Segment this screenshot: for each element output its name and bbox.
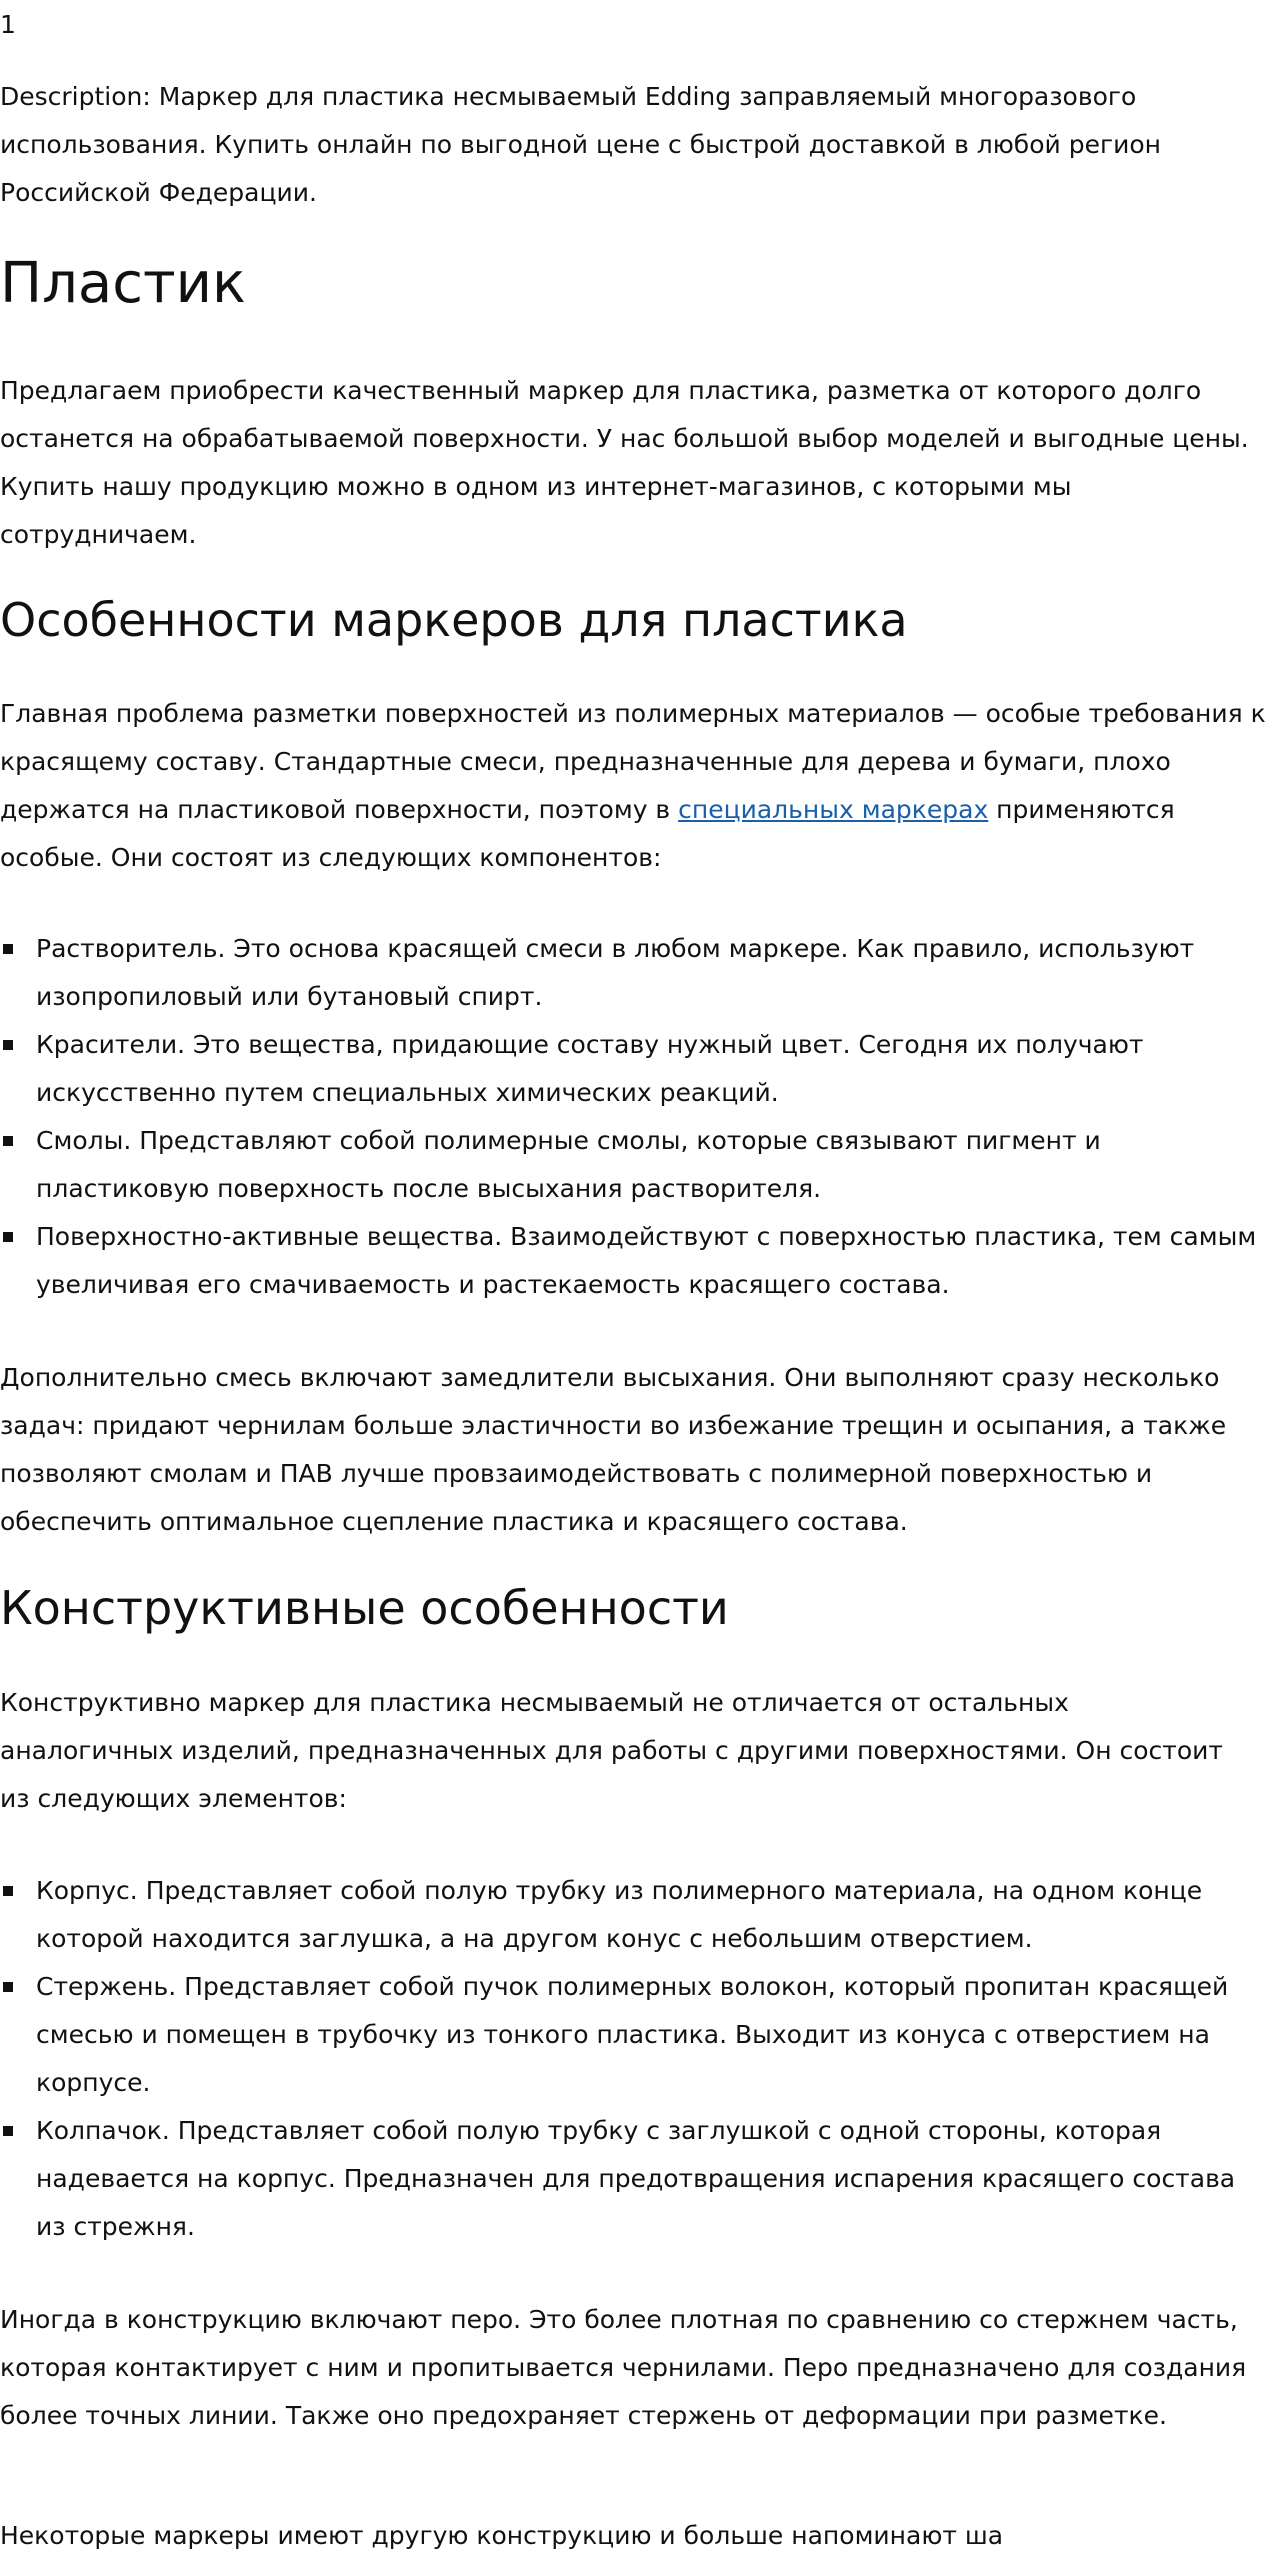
list-item: Растворитель. Это основа красящей смеси в любом маркере. Как правило, используют изопропиловый или бутановый спирт. bbox=[0, 925, 1262, 1021]
bullet-icon bbox=[3, 1040, 13, 1050]
intro-paragraph: Предлагаем приобрести качественный маркер для пластика, разметка от которого долго останется на обрабатываемой поверхности. У нас большой выбор моделей и выгодные цены. Купить нашу продукцию можно в одном из интернет-магазинов, с которыми мы сотрудничаем. bbox=[0, 376, 1249, 549]
bullet-icon bbox=[3, 1136, 13, 1146]
page-number: 1 bbox=[0, 10, 16, 39]
page-title: Пластик bbox=[0, 251, 246, 316]
bullet-icon bbox=[3, 1232, 13, 1242]
section1-text-before-link: Главная проблема разметки поверхностей из полимерных материалов — особые требования к красящему составу. Стандартные смеси, предназначенные для дерева и бумаги, плохо держатся на пластиковой поверхности, поэтому в bbox=[0, 699, 1266, 824]
section2-paragraph: Конструктивно маркер для пластика несмываемый не отличается от остальных аналогичных изделий, предназначенных для работы с другими поверхностями. Он состоит из следующих элементов: bbox=[0, 1688, 1223, 1813]
bullet-icon bbox=[3, 2126, 13, 2136]
trailing-paragraph: Некоторые маркеры имеют другую конструкцию и больше напоминают ша bbox=[0, 2521, 1004, 2550]
section1-text-after-link: применяются особые. Они состоят из следующих компонентов: bbox=[0, 795, 1175, 872]
list-item: Корпус. Представляет собой полую трубку из полимерного материала, на одном конце которой находится заглушка, а на другом конус с небольшим отверстием. bbox=[0, 1867, 1262, 1963]
components-list bbox=[0, 925, 1262, 1309]
meta-description: Description: Маркер для пластика несмываемый Edding заправляемый многоразового использования. Купить онлайн по выгодной цене с быстрой доставкой в любой регион Российской Федерации. bbox=[0, 82, 1161, 207]
section2-closing-paragraph: Иногда в конструкцию включают перо. Это более плотная по сравнению со стержнем часть, которая контактирует с ним и пропитывается чернилами. Перо предназначено для создания более точных линии. Также оно предохраняет стержень от деформации при разметке. bbox=[0, 2305, 1247, 2430]
section-heading-marker-features: Особенности маркеров для пластика bbox=[0, 593, 908, 647]
elements-list bbox=[0, 1867, 1262, 2251]
list-item: Красители. Это вещества, придающие составу нужный цвет. Сегодня их получают искусственно путем специальных химических реакций. bbox=[0, 1021, 1262, 1117]
section1-paragraph bbox=[0, 690, 1270, 882]
bullet-icon bbox=[3, 1886, 13, 1896]
list-item: Поверхностно-активные вещества. Взаимодействуют с поверхностью пластика, тем самым увеличивая его смачиваемость и растекаемость красящего состава. bbox=[0, 1213, 1262, 1309]
list-item: Колпачок. Представляет собой полую трубку с заглушкой с одной стороны, которая надевается на корпус. Предназначен для предотвращения испарения красящего состава из стрежня. bbox=[0, 2107, 1262, 2251]
bullet-icon bbox=[3, 944, 13, 954]
section-heading-design-features: Конструктивные особенности bbox=[0, 1581, 729, 1635]
section1-closing-paragraph: Дополнительно смесь включают замедлители высыхания. Они выполняют сразу несколько задач: придают чернилам больше эластичности во избежание трещин и осыпания, а также позволяют смолам и ПАВ лучше провзаимодействовать с полимерной поверхностью и обеспечить оптимальное сцепление пластика и красящего состава. bbox=[0, 1363, 1227, 1536]
list-item: Смолы. Представляют собой полимерные смолы, которые связывают пигмент и пластиковую поверхность после высыхания растворителя. bbox=[0, 1117, 1262, 1213]
special-markers-link[interactable]: специальных маркерах bbox=[678, 795, 989, 824]
list-item: Стержень. Представляет собой пучок полимерных волокон, который пропитан красящей смесью и помещен в трубочку из тонкого пластика. Выходит из конуса с отверстием на корпусе. bbox=[0, 1963, 1262, 2107]
bullet-icon bbox=[3, 1982, 13, 1992]
